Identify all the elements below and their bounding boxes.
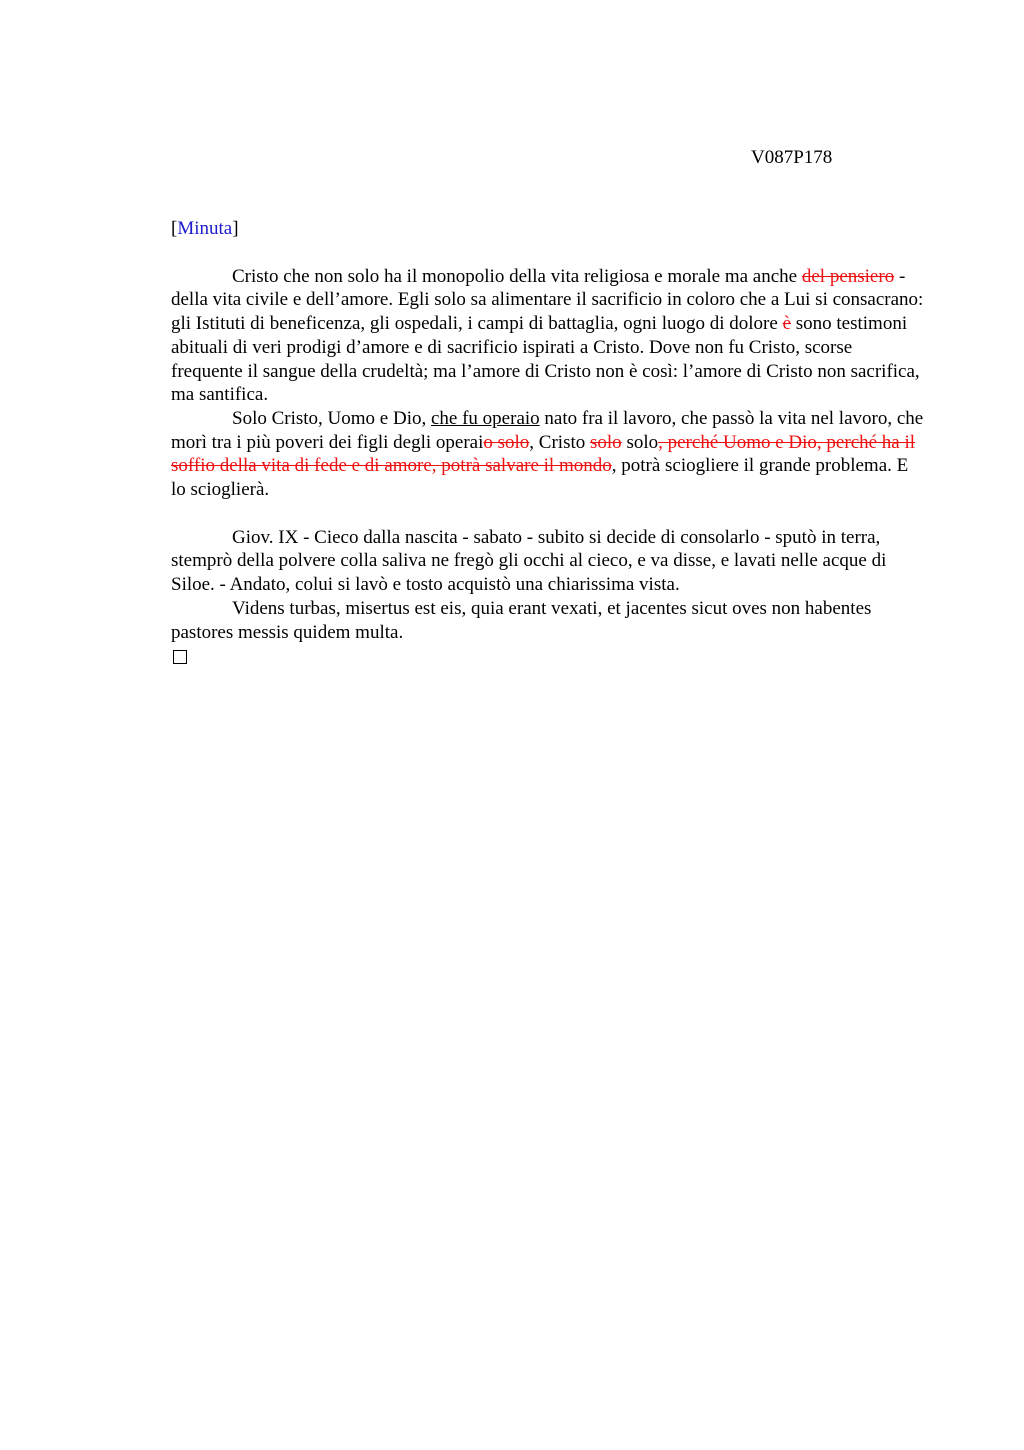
paragraph-gap — [171, 502, 926, 526]
paragraph-2-text-2: nato fra il lavoro, che passò la vita nel lavoro, che morì tra i più poveri dei figli degli operai — [171, 407, 924, 453]
heading-bracket-close: ] — [232, 218, 239, 239]
paragraph-1 — [171, 265, 926, 407]
paragraph-2-deletion-1: o solo — [483, 431, 530, 453]
paragraph-2-deletion-3: , perché Uomo e Dio, perché ha il soffio della vita di fede e di amore, potrà salvare il mondo — [171, 431, 916, 477]
heading-label: Minuta — [177, 218, 233, 239]
paragraph-2-underlined: che fu operaio — [430, 407, 540, 429]
paragraph-1-text-2: - della vita civile e dell’amore. Egli solo sa alimentare il sacrificio in coloro che a Lui si consacrano: gli Istituti di beneficenza, gli ospedali, i campi di battaglia, ogni luogo di dolore — [171, 265, 924, 335]
checkbox-icon — [173, 650, 187, 664]
paragraph-2-text-3: , Cristo — [529, 431, 590, 453]
paragraph-2-text-1: Solo Cristo, Uomo e Dio, — [232, 407, 431, 429]
paragraph-2-text-5: , potrà sciogliere il grande problema. E lo scioglierà. — [171, 455, 909, 501]
heading-bracket-open: [ — [171, 218, 178, 239]
paragraph-1-text-1: Cristo che non solo ha il monopolio della vita religiosa e morale ma anche — [232, 265, 802, 287]
page-id: V087P178 — [751, 147, 833, 168]
document-heading — [171, 217, 926, 241]
paragraph-2 — [171, 407, 926, 502]
document-body — [171, 217, 926, 664]
paragraph-1-deletion-2: è — [782, 313, 791, 335]
paragraph-2-deletion-2: solo — [590, 431, 622, 453]
paragraph-1-text-3: sono testimoni abituali di veri prodigi d’amore e di sacrificio ispirati a Cristo. Dove non fu Cristo, scorse frequente il sangue della crudeltà; ma l’amore di Cristo non è così: l’amore di Cristo non sacrifica, ma santifica. — [171, 313, 920, 406]
paragraph-2-text-4: solo — [621, 431, 659, 453]
paragraph-4: Videns turbas, misertus est eis, quia erant vexati, et jacentes sicut oves non habentes pastores messis quidem multa. — [171, 597, 872, 643]
paragraph-1-deletion-1: del pensiero — [801, 265, 895, 287]
paragraph-3: Giov. IX - Cieco dalla nascita - sabato - subito si decide di consolarlo - sputò in terra, stemprò della polvere colla saliva ne fregò gli occhi al cieco, e va disse, e lavati nelle acque di Siloe. - Andato, colui si lavò e tosto acquistò una chiarissima vista. — [171, 526, 887, 596]
